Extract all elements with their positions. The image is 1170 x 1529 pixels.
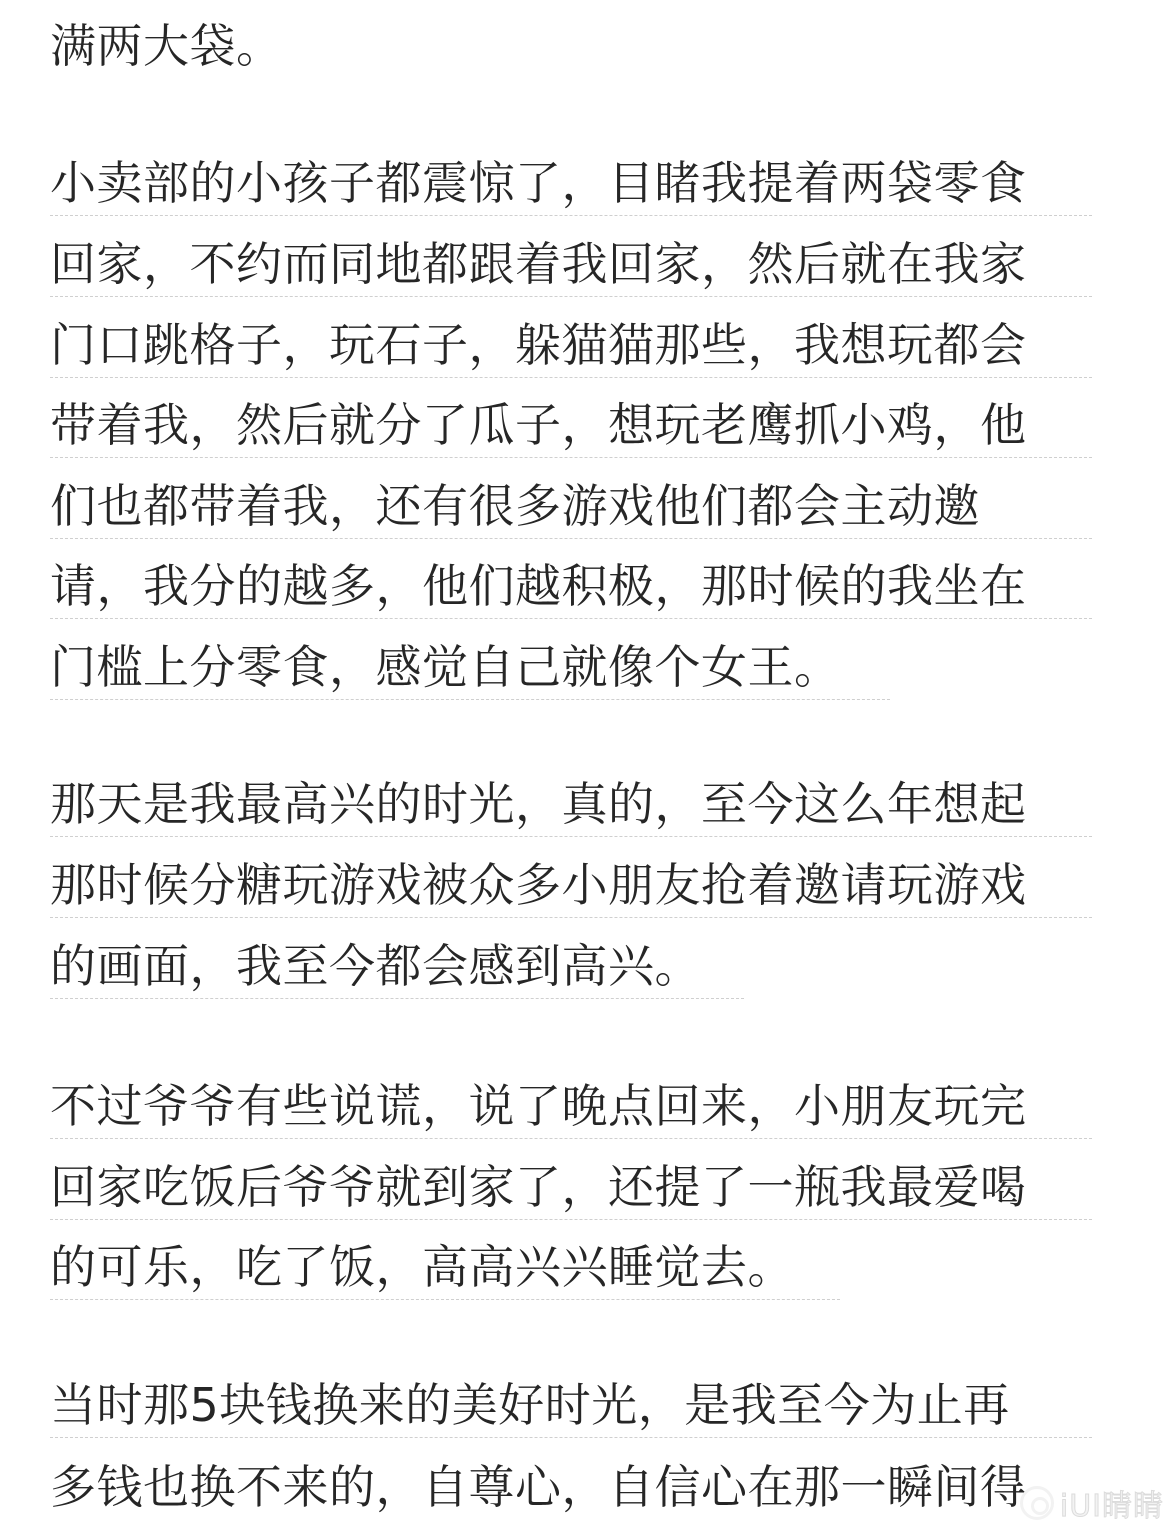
line-divider <box>50 215 1092 216</box>
weibo-logo-icon <box>1020 1486 1054 1520</box>
line-divider <box>50 538 1092 539</box>
text-line: 带着我，然后就分了瓜子，想玩老鹰抓小鸡，他 <box>50 398 1027 452</box>
watermark-text: iUI睛睛 <box>1059 1489 1164 1524</box>
text-line: 门槛上分零食，感觉自己就像个女王。 <box>50 640 841 694</box>
line-divider <box>50 618 1092 619</box>
text-line: 请，我分的越多，他们越积极，那时候的我坐在 <box>50 559 1027 613</box>
line-divider <box>50 1219 1092 1220</box>
line-divider <box>50 836 1092 837</box>
line-divider <box>50 699 890 700</box>
text-line: 那时候分糖玩游戏被众多小朋友抢着邀请玩游戏 <box>50 858 1027 912</box>
text-line: 多钱也换不来的，自尊心，自信心在那一瞬间得 <box>50 1460 1027 1514</box>
text-line: 不过爷爷有些说谎，说了晚点回来，小朋友玩完 <box>50 1079 1027 1133</box>
text-line: 当时那5块钱换来的美好时光，是我至今为止再 <box>50 1378 1010 1432</box>
line-divider <box>50 377 1092 378</box>
text-line: 回家，不约而同地都跟着我回家，然后就在我家 <box>50 237 1027 291</box>
line-divider <box>50 1138 1092 1139</box>
text-line: 小卖部的小孩子都震惊了，目睹我提着两袋零食 <box>50 156 1027 210</box>
line-divider <box>50 917 1092 918</box>
line-divider <box>50 1299 840 1300</box>
watermark <box>1020 1483 1164 1523</box>
text-line: 们也都带着我，还有很多游戏他们都会主动邀 <box>50 479 980 533</box>
text-line: 回家吃饭后爷爷就到家了，还提了一瓶我最爱喝 <box>50 1160 1027 1214</box>
line-divider <box>50 1437 1092 1438</box>
line-divider <box>50 998 744 999</box>
text-line: 的画面，我至今都会感到高兴。 <box>50 939 701 993</box>
text-line: 满两大袋。 <box>50 19 283 73</box>
text-line: 的可乐，吃了饭，高高兴兴睡觉去。 <box>50 1240 794 1294</box>
line-divider <box>50 457 1092 458</box>
text-line: 那天是我最高兴的时光，真的，至今这么年想起 <box>50 777 1027 831</box>
text-line: 门口跳格子，玩石子，躲猫猫那些，我想玩都会 <box>50 318 1027 372</box>
line-divider <box>50 296 1092 297</box>
